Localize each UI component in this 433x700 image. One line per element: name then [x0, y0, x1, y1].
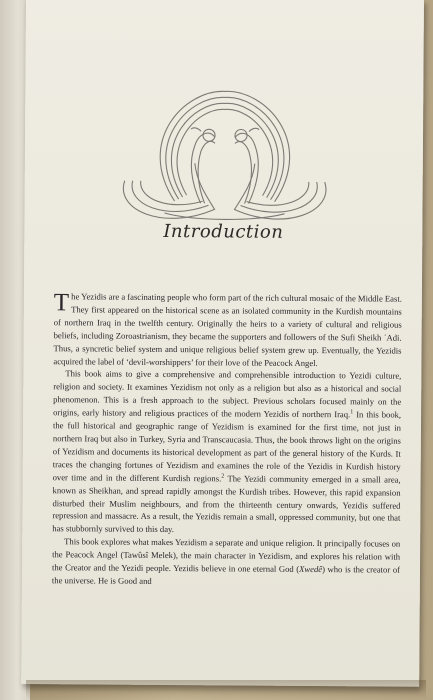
paragraph-1: [53, 290, 402, 370]
paragraph-3-text-a: This book explores what makes Yezidism a separate and unique religion. It principally focuses on the Peacock Angel (Tawûsî Melek), the main character in Yezidism, and explores his relation with the Creator and the Yezidi people. Yezidis believe in one eternal God (: [51, 536, 401, 574]
footnote-ref-2: 2: [221, 473, 225, 480]
page-shadow: [26, 680, 426, 700]
paragraph-3-text-b: ) who is the creator of the universe. He is Good and: [51, 564, 401, 586]
paragraph-3: [52, 535, 400, 589]
term-xwede: Xwedê: [299, 563, 323, 575]
body-text: [52, 290, 402, 589]
paragraph-1-text: he Yezidis are a fascinating people who form part of the rich cultural mosaic of the Middle East. They first appeared on the historical scene as an isolated community in the Kurdish mountains of northern Iraq in the twelfth century. Originally the heirs to a variety of cultural and religious beliefs, including Zoroastrianism, they became the supporters and followers of the Sufi Sheikh ʿAdi. Thus, a syncretic belief system and unique religious belief system grew up. Eventually, the Yezidis acquired the label of ‘devil-worshippers’ for their love of the Peacock Angel.: [53, 291, 402, 368]
chapter-title: Introduction: [163, 220, 284, 243]
paragraph-2-text-a: This book aims to give a comprehensive and comprehensible introduction to Yezidi culture, religion and society. It examines Yezidism not only as a religion but also as a historical and social phenomenon. This is a fresh approach to the subject. Previous scholars focused mainly on the origins, early history and religious practices of the modern Yezidis of northern Iraq.: [53, 368, 402, 420]
paragraph-2: [52, 368, 401, 538]
footnote-ref-1: 1: [350, 409, 354, 416]
book-page: [21, 0, 424, 687]
paragraph-2-text-b: In this book, the full historical and geographic range of Yezidism is examined for the first time, not just in northern Iraq but also in Turkey, Syria and Transcaucasia. Thus, the book throws light on the origins of Yezidism and documents its historical development as part of the general history of the Kurds. It traces the changing fortunes of Yezidism and examines the role of the Yezidis in Kurdish history over time and in the different Kurdish regions.: [52, 409, 402, 484]
peacock-ornament-icon: [104, 81, 345, 233]
paragraph-2-text-c: The Yezidi community emerged in a small area, known as Sheikhan, and spread rapidly amongst the Kurdish tribes. However, this rapid expansion disturbed their Muslim neighbours, and from the thirteenth century onwards, Yezidis suffered repression and massacre. As a result, the Yezidis remain a small, oppressed community, but one that has stubbornly survived to this day.: [52, 473, 401, 535]
drop-cap: T: [53, 289, 70, 317]
